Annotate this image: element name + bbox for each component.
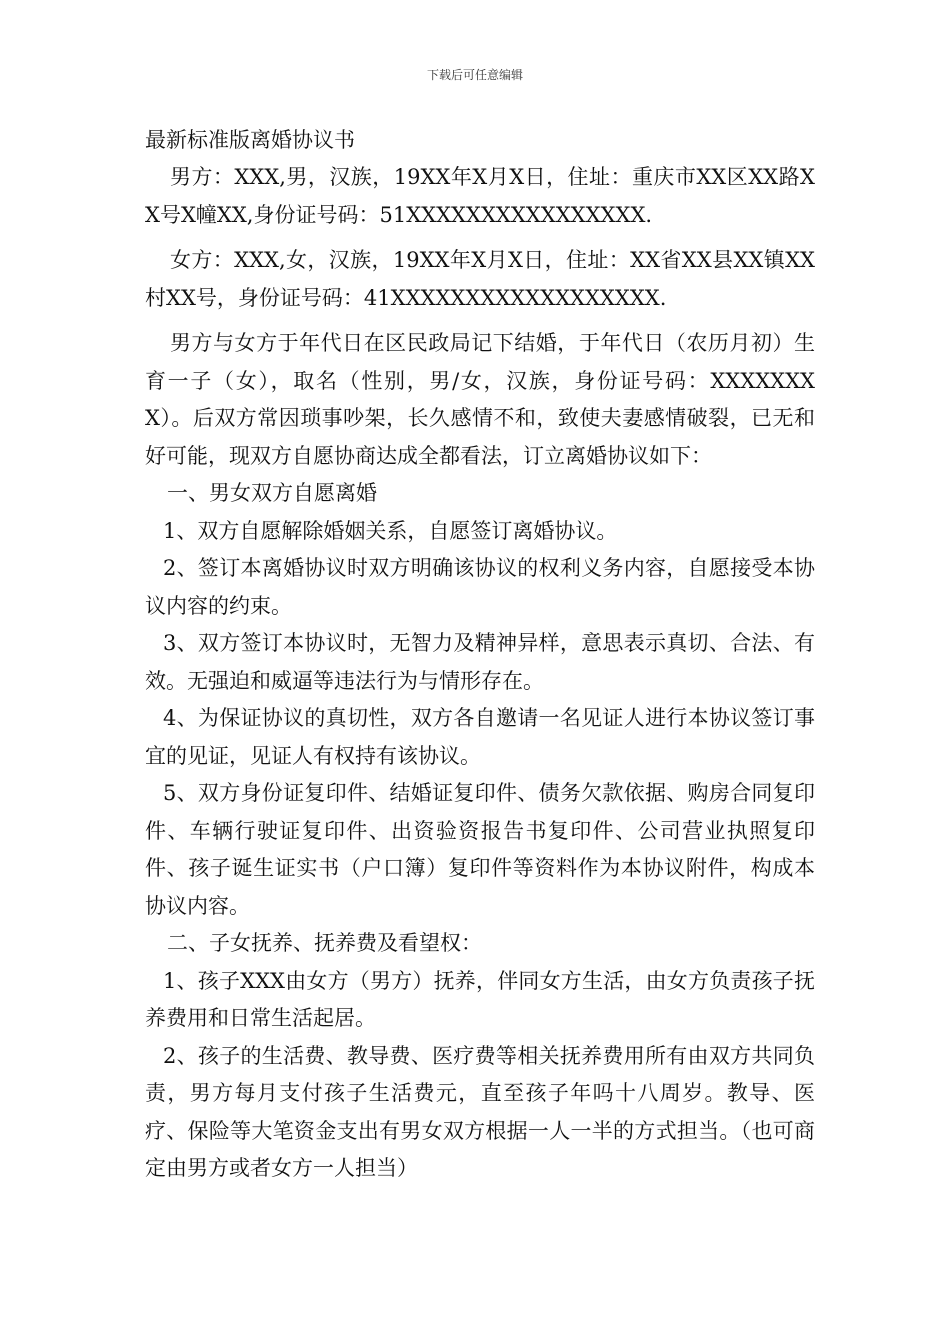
document-body: [145, 121, 815, 1188]
section-item: 1、双方自愿解除婚姻关系，自愿签订离婚协议。: [163, 518, 618, 543]
section-heading: 一、男女双方自愿离婚: [167, 481, 377, 505]
intro-paragraph: 男方与女方于年代日在区民政局记下结婚，于年代日（农历月初）生育一子（女），取名（性别，男/女，汉族，身份证号码：XXXXXXXX）。后双方常因琐事吵架，长久感情不和，致使夫妻感情破裂，已无和好可能，现双方自愿协商达成全都看法，订立离婚协议如下：: [145, 331, 815, 468]
female-party-info: 女方：XXX,女，汉族，19XX年X月X日，住址：XX省XX县XX镇XX村XX号，身份证号码：41XXXXXXXXXXXXXXXXXX.: [145, 248, 815, 310]
section-item: 2、签订本离婚协议时双方明确该协议的权利义务内容，自愿接受本协议内容的约束。: [145, 556, 815, 618]
section-item: 5、双方身份证复印件、结婚证复印件、债务欠款依据、购房合同复印件、车辆行驶证复印件、出资验资报告书复印件、公司营业执照复印件、孩子诞生证实书（户口簿）复印件等资料作为本协议附件，构成本协议内容。: [145, 781, 815, 918]
section-heading: 二、子女抚养、抚养费及看望权：: [167, 931, 482, 955]
section-item: 4、为保证协议的真切性，双方各自邀请一名见证人进行本协议签订事宜的见证，见证人有权持有该协议。: [145, 706, 815, 768]
male-party-info: 男方：XXX,男，汉族，19XX年X月X日，住址：重庆市XX区XX路XX号X幢XX,身份证号码：51XXXXXXXXXXXXXXXX.: [145, 165, 815, 227]
section-item: 2、孩子的生活费、教导费、医疗费等相关抚养费用所有由双方共同负责，男方每月支付孩子生活费元，直至孩子年吗十八周岁。教导、医疗、保险等大笔资金支出有男女双方根据一人一半的方式担当。（也可商定由男方或者女方一人担当）: [145, 1043, 815, 1180]
header-note: 下载后可任意编辑: [426, 68, 523, 82]
section-item: 3、双方签订本协议时，无智力及精神异样，意思表示真切、合法、有效。无强迫和威逼等违法行为与情形存在。: [145, 631, 815, 693]
section-item: 1、孩子XXX由女方（男方）抚养，伴同女方生活，由女方负责孩子抚养费用和日常生活起居。: [145, 968, 815, 1030]
document-title: 最新标准版离婚协议书: [145, 128, 355, 152]
